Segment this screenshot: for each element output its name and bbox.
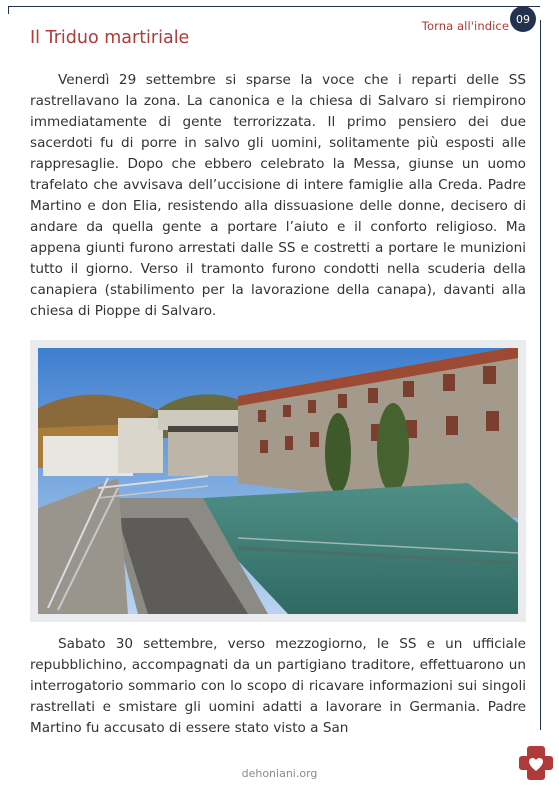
footer-website[interactable]: dehoniani.org — [241, 767, 318, 780]
body-paragraph-1: Venerdì 29 settembre si sparse la voce che i reparti delle SS rastrellavano la zona. La canonica e la chiesa di Salvaro si riempirono immediatamente di gente terrorizzata. Il primo pensiero dei due sacerdoti fu di porre in salvo gli uomini, solitamente più esposti alle rappresaglie. Dopo che ebbero celebrato la Messa, giunse un uomo trafelato che avvisava dell’uccisione di intere famiglie alla Creda. Padre Martino e don Elia, resistendo alla dissuasione delle donne, decisero di andare da quella gente a portare l’aiuto e il conforto religioso. Ma appena giunti furono arrestati dalle SS e costretti a portare le munizioni tutto il giorno. Verso il tramonto furono condotti nella scuderia della canapiera (stabilimento per la lavorazione della canapa), davanti alla chiesa di Pioppe di Salvaro. — [30, 72, 526, 319]
page-frame-right — [540, 20, 541, 730]
page-frame-left-stub — [8, 6, 9, 14]
back-to-index-link[interactable]: Torna all'indice — [421, 19, 509, 33]
dehoniani-logo-icon — [517, 744, 555, 782]
body-paragraph-2: Sabato 30 settembre, verso mezzogiorno, le SS e un ufficiale repubblichino, accompagnati da un partigiano traditore, effettuarono un interrogatorio sommario con lo scopo di ricavare informazioni sui singoli rastrellati e smistare gli uomini adatti a lavorare in Germania. Padre Martino fu accusato di essere stato visto a San — [30, 636, 526, 736]
page-number-badge: 09 — [510, 6, 536, 32]
canapiera-photo-illustration — [38, 348, 518, 614]
page-frame-top — [8, 6, 540, 17]
canapiera-photo — [30, 340, 526, 622]
section-title: Il Triduo martiriale — [30, 28, 190, 48]
